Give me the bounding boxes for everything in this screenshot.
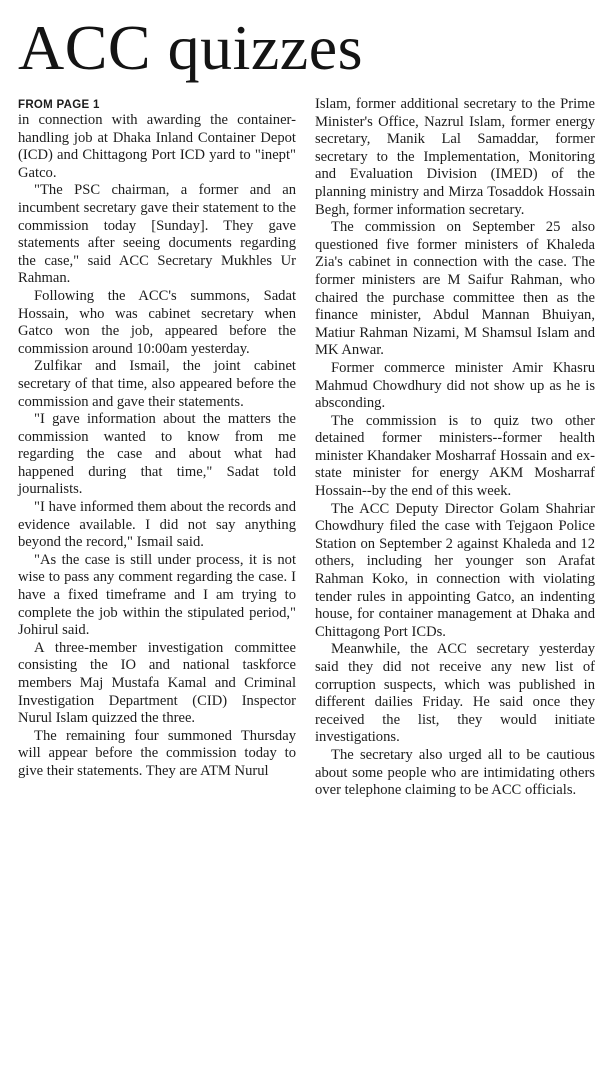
paragraph: Meanwhile, the ACC secretary yesterday said they did not receive any new list of corruption suspects, which was published in different dailies Friday. He said once they received the list, they would initiate investigations. — [315, 641, 595, 746]
paragraph: The remaining four summoned Thursday will appear before the commission today to give their statements. They are ATM Nurul — [18, 727, 296, 779]
continuation-kicker: FROM PAGE 1 — [18, 99, 100, 111]
paragraph: A three-member investigation committee consisting the IO and national taskforce members Maj Mustafa Kamal and Criminal Investigation Department (CID) Inspector Nurul Islam quizzed the three. — [18, 639, 296, 727]
paragraph: "I have informed them about the records and evidence available. I did not say anything beyond the record," Ismail said. — [18, 499, 296, 551]
paragraph: Former commerce minister Amir Khasru Mahmud Chowdhury did not show up as he is absconding. — [315, 359, 595, 412]
article-column-right — [315, 96, 595, 800]
paragraph: The commission on September 25 also questioned five former ministers of Khaleda Zia's cabinet in connection with the case. The former ministers are M Saifur Rahman, who chaired the purchase committee then as the finance minister, Abdul Mannan Bhuiyan, Matiur Rahman Nizami, M Shamsul Islam and MK Anwar. — [315, 219, 595, 359]
article-column-left — [18, 98, 296, 781]
paragraph: Islam, former additional secretary to the Prime Minister's Office, Nazrul Islam, former energy secretary, Manik Lal Samaddar, former secretary to the Implementation, Monitoring and Evaluation Division (IMED) of the planning ministry and Mirza Tosaddok Hossain Begh, former information secretary. — [315, 96, 595, 218]
paragraph: Zulfikar and Ismail, the joint cabinet secretary of that time, also appeared before the commission and gave their statements. — [18, 358, 296, 410]
paragraph: The secretary also urged all to be cautious about some people who are intimidating others over telephone claiming to be ACC officials. — [315, 746, 595, 799]
paragraph: "I gave information about the matters the commission wanted to know from me regarding the case and about what had happened during that time," Sadat told journalists. — [18, 411, 296, 498]
paragraph: "The PSC chairman, a former and an incumbent secretary gave their statement to the commission today [Sunday]. They gave statements after seeing documents regarding the case," said ACC Secretary Mukhles Ur Rahman. — [18, 182, 296, 287]
article-headline: ACC quizzes — [18, 12, 363, 83]
paragraph: in connection with awarding the container-handling job at Dhaka Inland Container Depot (ICD) and Chittagong Port ICD yard to "inept" Gatco. — [18, 112, 296, 181]
paragraph: The commission is to quiz two other detained former ministers--former health minister Khandaker Mosharraf Hossain and ex-state minister for energy AKM Mosharraf Hossain--by the end of this week. — [315, 412, 595, 500]
paragraph: "As the case is still under process, it is not wise to pass any comment regarding the case. I have a fixed timeframe and I am trying to complete the job within the stipulated period," Johirul said. — [18, 551, 296, 639]
paragraph: The ACC Deputy Director Golam Shahriar Chowdhury filed the case with Tejgaon Police Station on September 2 against Khaleda and 12 others, including her younger son Arafat Rahman Koko, in connection with violating tender rules in appointing Gatco, an indenting house, for container management at Dhaka and Chittagong Port ICDs. — [315, 500, 595, 640]
paragraph: Following the ACC's summons, Sadat Hossain, who was cabinet secretary when Gatco won the job, appeared before the commission around 10:00am yesterday. — [18, 287, 296, 357]
